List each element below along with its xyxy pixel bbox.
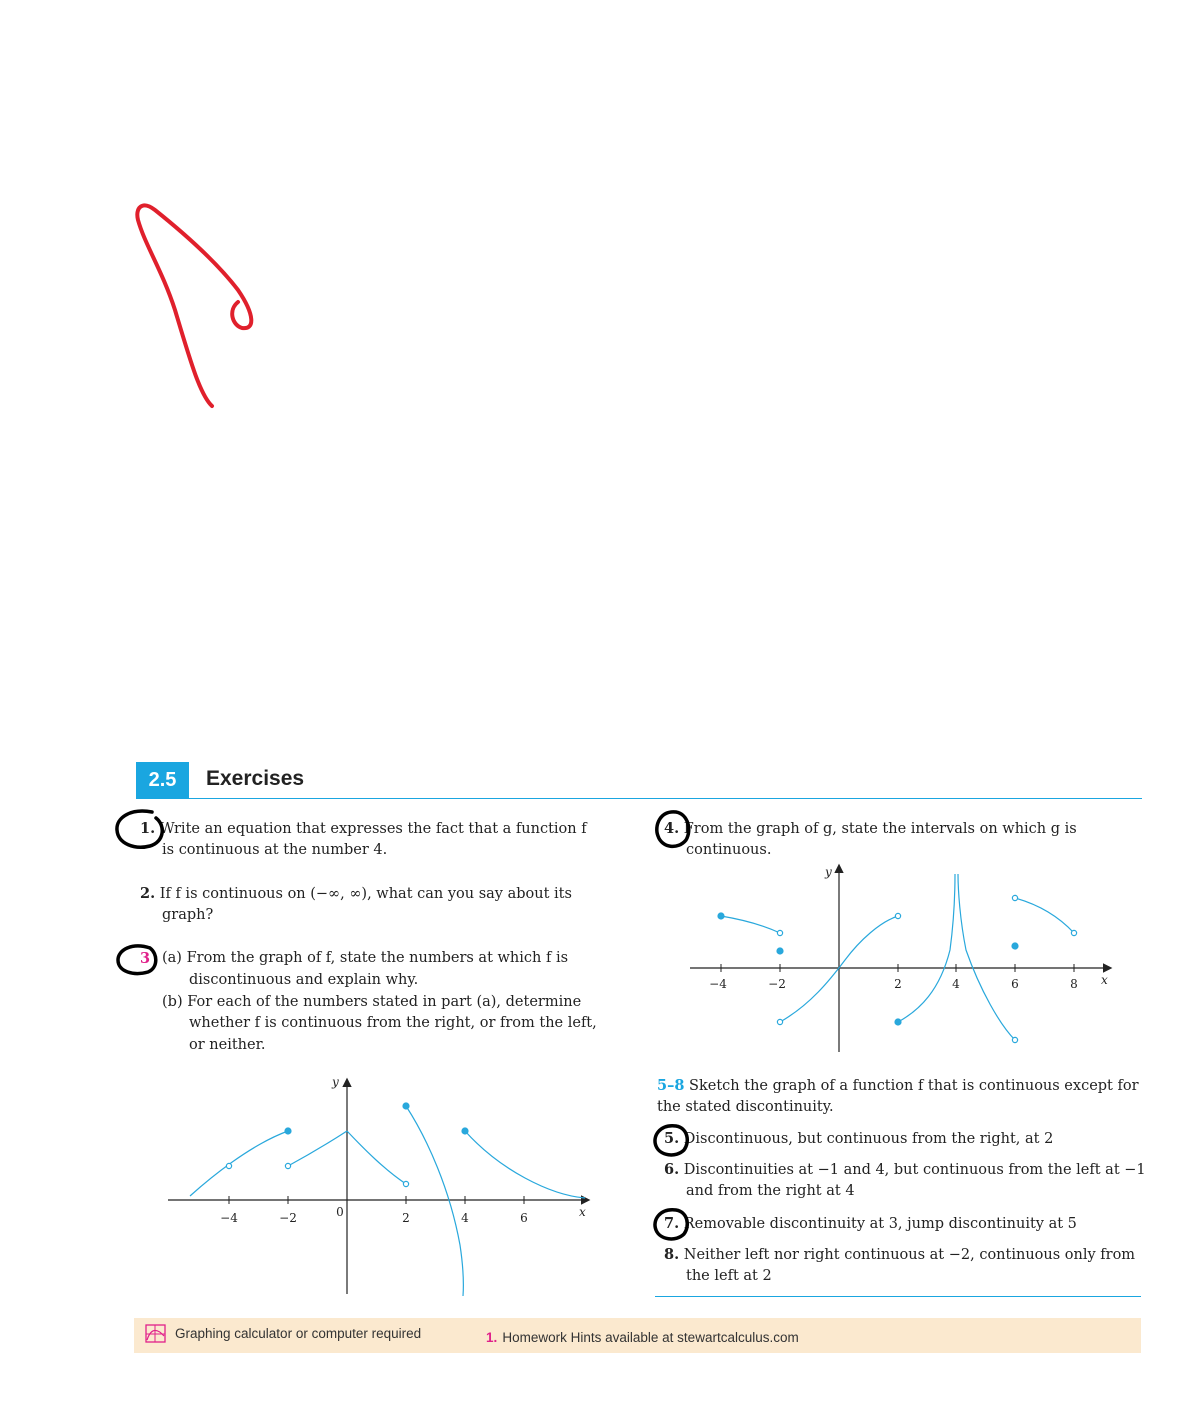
exercise-text: Removable discontinuity at 3, jump discontinuity at 5 <box>683 1216 1077 1232</box>
calculator-note: Graphing calculator or computer required <box>175 1326 422 1341</box>
exercise-2-line2: graph? <box>162 907 214 923</box>
closed-point <box>1012 943 1018 949</box>
exercise-text: Neither left nor right continuous at −2, continuous only from <box>683 1247 1136 1263</box>
open-point <box>1071 930 1076 935</box>
header-rule <box>136 798 1142 799</box>
exercise-text: Discontinuities at −1 and 4, but continuous from the left at −1 <box>683 1162 1146 1178</box>
open-point <box>403 1181 408 1186</box>
exercise-1 <box>140 818 587 841</box>
exercise-number: 4. <box>664 820 680 837</box>
exercise-text: If f is continuous on (−∞, ∞), what can you say about its <box>159 886 572 902</box>
section-title: Exercises <box>206 767 305 790</box>
x-axis-label: x <box>579 1205 586 1219</box>
hint-number: 1. <box>486 1330 498 1345</box>
hint-text: Homework Hints available at stewartcalculus.com <box>502 1330 799 1345</box>
exercise-range-number: 5–8 <box>657 1077 685 1094</box>
tick-label: 6 <box>1011 977 1019 991</box>
graph-g <box>680 860 1120 1055</box>
tick-label: 4 <box>461 1211 469 1225</box>
tick-label: 0 <box>336 1205 344 1219</box>
closed-point <box>462 1128 468 1134</box>
open-point <box>777 1019 782 1024</box>
open-point <box>777 930 782 935</box>
exercise-3 <box>140 948 150 971</box>
curve-segment <box>958 874 1015 1040</box>
exercise-3a <box>162 948 568 970</box>
tick-label: −2 <box>279 1211 297 1225</box>
closed-point <box>718 913 724 919</box>
open-point <box>285 1163 290 1168</box>
exercise-number: 3 <box>140 950 151 967</box>
graph-f <box>160 1070 600 1300</box>
tick-label: 2 <box>894 977 902 991</box>
tick-label: 4 <box>952 977 960 991</box>
y-axis-label: y <box>332 1075 339 1089</box>
tick-label: 8 <box>1070 977 1078 991</box>
exercise-8-line2: the left at 2 <box>686 1268 772 1284</box>
tick-label: 2 <box>402 1211 410 1225</box>
exercise-text: From the graph of g, state the intervals on which g is <box>683 821 1077 837</box>
exercise-range-5-8 <box>657 1075 1139 1098</box>
part-label: (a) <box>162 950 182 966</box>
tick-label: −4 <box>709 977 727 991</box>
part-text: For each of the numbers stated in part (a), determine <box>187 994 582 1010</box>
open-point <box>1012 895 1017 900</box>
exercise-3b-line2: whether f is continuous from the right, or from the left, <box>189 1015 597 1031</box>
exercise-number: 7. <box>664 1215 680 1232</box>
tick-label: 6 <box>520 1211 528 1225</box>
exercise-number: 2. <box>140 885 156 902</box>
open-point <box>895 913 900 918</box>
exercise-4 <box>664 818 1077 841</box>
closed-point <box>895 1019 901 1025</box>
exercise-number: 6. <box>664 1161 680 1178</box>
curve-segment <box>190 1131 288 1196</box>
exercise-3b <box>162 992 581 1014</box>
graphing-calculator-icon <box>145 1324 166 1343</box>
part-text: From the graph of f, state the numbers at which f is <box>186 950 569 966</box>
curve-segment <box>347 1131 406 1184</box>
exercise-number: 8. <box>664 1246 680 1263</box>
exercise-6-line2: and from the right at 4 <box>686 1183 855 1199</box>
exercise-text: Sketch the graph of a function f that is continuous except for <box>689 1078 1139 1094</box>
exercise-text: Discontinuous, but continuous from the right, at 2 <box>683 1131 1054 1147</box>
exercise-7 <box>664 1213 1077 1236</box>
curve-segment <box>288 1131 347 1166</box>
circle-mark-ex3 <box>118 946 156 974</box>
section-number: 2.5 <box>136 762 189 798</box>
handwritten-red-mark <box>120 190 280 420</box>
exercise-4-line2: continuous. <box>686 842 772 858</box>
exercise-range-line2: the stated discontinuity. <box>657 1099 834 1115</box>
exercise-number: 1. <box>140 820 156 837</box>
part-label: (b) <box>162 994 183 1010</box>
curve-segment <box>406 1106 463 1296</box>
bottom-rule <box>655 1296 1141 1297</box>
exercise-number: 5. <box>664 1130 680 1147</box>
closed-point <box>285 1128 291 1134</box>
curve-segment <box>898 874 955 1022</box>
tick-label: −2 <box>768 977 786 991</box>
curve-segment <box>721 916 780 933</box>
exercise-8 <box>664 1244 1135 1267</box>
y-axis-label: y <box>825 865 832 879</box>
tick-label: −4 <box>220 1211 238 1225</box>
homework-hint <box>486 1327 799 1346</box>
curve-segment <box>1015 898 1074 933</box>
exercise-3b-line3: or neither. <box>189 1037 266 1053</box>
exercise-5 <box>664 1128 1053 1151</box>
exercise-3a-line2: discontinuous and explain why. <box>189 972 419 988</box>
exercise-1-line2: is continuous at the number 4. <box>162 842 388 858</box>
exercise-2 <box>140 883 572 906</box>
curve-segment <box>465 1131 585 1198</box>
x-axis-label: x <box>1101 973 1108 987</box>
open-point <box>226 1163 231 1168</box>
closed-point <box>777 948 783 954</box>
exercise-6 <box>664 1159 1146 1182</box>
closed-point <box>403 1103 409 1109</box>
open-point <box>1012 1037 1017 1042</box>
exercise-text: Write an equation that expresses the fact that a function f <box>159 821 587 837</box>
